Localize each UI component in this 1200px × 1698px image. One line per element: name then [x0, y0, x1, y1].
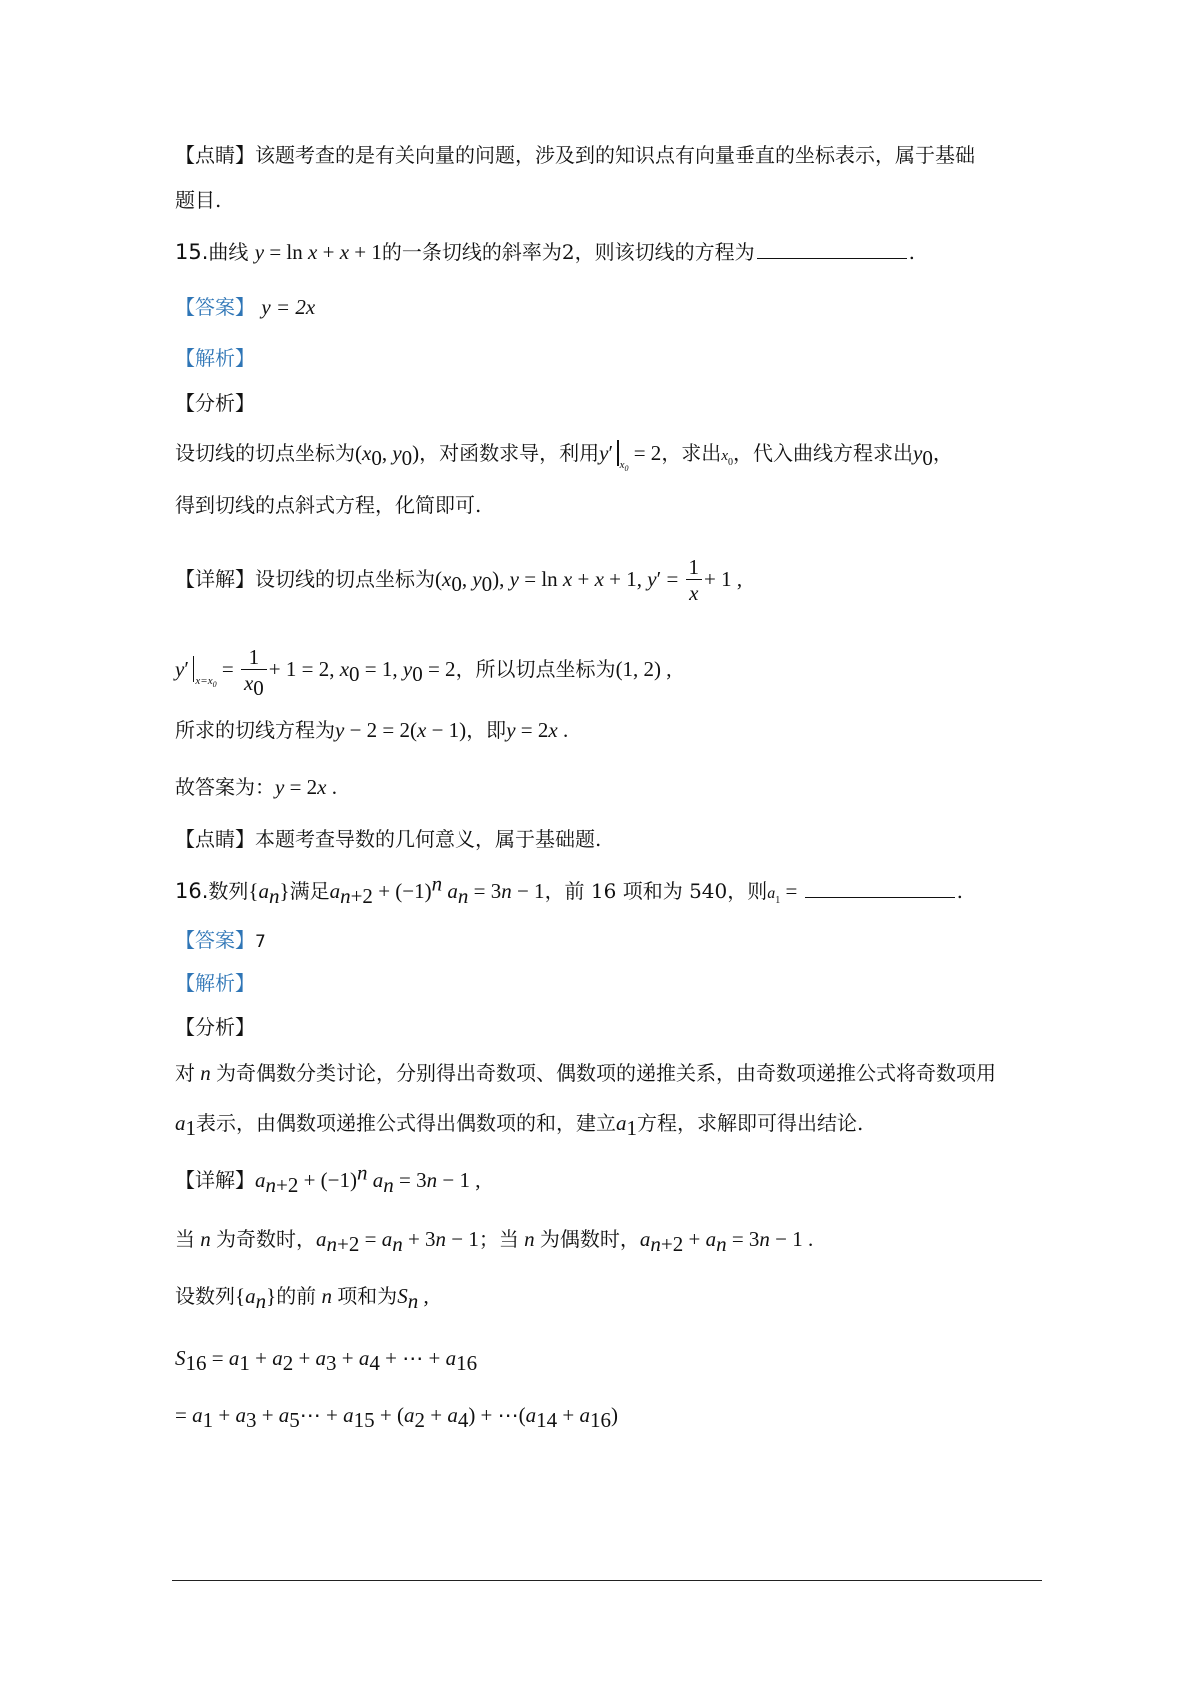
q15-guda-line: 故答案为：y = 2x .: [175, 775, 337, 799]
answer-tag: 【答案】: [175, 295, 255, 319]
q15-jiexi-tag: 【解析】: [175, 346, 255, 370]
q15-fenxi-line-2: 得到切线的点斜式方程，化简即可.: [175, 493, 482, 517]
page-footer-rule: [172, 1580, 1042, 1581]
q15-number: 15.: [175, 240, 209, 264]
xiangjie-tag: 【详解】: [175, 567, 255, 591]
fraction-1-over-x0: $\frac{1}{x_0}$: [241, 645, 267, 696]
q15-dianjing-line: 【点睛】本题考查导数的几何意义，属于基础题.: [175, 827, 602, 851]
q16-number: 16.: [175, 879, 209, 903]
q16-fenxi-line-2: $a_1$表示，由偶数项递推公式得出偶数项的和，建立$a_1$方程，求解即可得出结论.: [175, 1111, 864, 1140]
q15-xiangjie-line-3: 所求的切线方程为y − 2 = 2(x − 1)，即y = 2x .: [175, 718, 569, 742]
q16-answer-line: 【答案】7: [175, 928, 266, 952]
q15-answer: y = 2x: [261, 295, 316, 319]
q15-answer-line: [175, 292, 315, 322]
q16-s16-line-1: $S_{16} = a_1 + a_2 + a_3 + a_4$ + ⋯ + $a_{16}$: [175, 1346, 478, 1375]
q16-s16-line-2: = $a_1 + a_3$ + $a_5\cdots + a_{15} + (a_2 + a_4)$ + $\cdots(a_{14} + a_{16})$: [175, 1403, 618, 1432]
q15-fenxi-line-1: 设切线的切点坐标为($x_0$, $y_0$)，对函数求导，利用y′ $_{x_0}$ = 2，求出$x_0$，代入曲线方程求出$y_0$，: [175, 441, 953, 474]
dianjing-tag: 【点睛】: [175, 143, 255, 167]
fraction-1-over-x: $\frac{1}{x}$: [686, 555, 703, 606]
q15-curve-formula: y: [254, 240, 265, 264]
q16-answer: 7: [255, 932, 266, 952]
q15-xiangjie-line-2: y′ $_{x=x_0}$ = $\frac{1}{x_0}$ + 1 = 2, $x_0 = 1$, $y_0 = 2$，所以切点坐标为(1, 2) ,: [175, 645, 672, 701]
prev-dianjing-line-2: [175, 185, 221, 215]
q16-fenxi-tag: 【分析】: [175, 1015, 255, 1039]
q15-fenxi-tag: 【分析】: [175, 391, 255, 415]
q16-question: 16.数列$\{a_n\}$满足$a_{n+2} + (-1)^n$ $a_n = 3n - 1$，前 16 项和为 540，则$a_1$ = .: [175, 871, 963, 908]
q16-sn-line: 设数列$\{a_n\}$的前 n 项和为$S_n$ ,: [175, 1284, 429, 1313]
q15-question: 15.曲线 y = ln x + x + 1的一条切线的斜率为2，则该切线的方程为 .: [175, 240, 915, 264]
q16-fenxi-line-1: 对 n 为奇偶数分类讨论，分别得出奇数项、偶数项的递推关系，由奇数项递推公式将奇数项用: [175, 1061, 996, 1085]
q15-xiangjie-line-1: 【详解】设切线的切点坐标为($x_0$, $y_0$), y = ln x + x + 1, y′ = $\frac{1}{x}$ + 1 ,: [175, 555, 743, 605]
prev-dianjing-line-1: [175, 140, 975, 170]
dianjing-text: 该题考查的是有关向量的问题，涉及到的知识点有向量垂直的坐标表示，属于基础: [255, 143, 975, 167]
q16-answer-blank: [805, 879, 955, 898]
dianjing-text-cont: 题目.: [175, 188, 222, 212]
q16-xiangjie-line-1: 【详解】$a_{n+2} + (-1)^n$ $a_n = 3n - 1$ ,: [175, 1160, 481, 1197]
q15-answer-blank: [757, 240, 907, 259]
q16-jiexi-tag: 【解析】: [175, 971, 255, 995]
q16-case-line: 当 n 为奇数时，$a_{n+2} = a_n + 3n - 1$；当 n 为偶数时，$a_{n+2} + a_n = 3n - 1$ .: [175, 1227, 814, 1256]
